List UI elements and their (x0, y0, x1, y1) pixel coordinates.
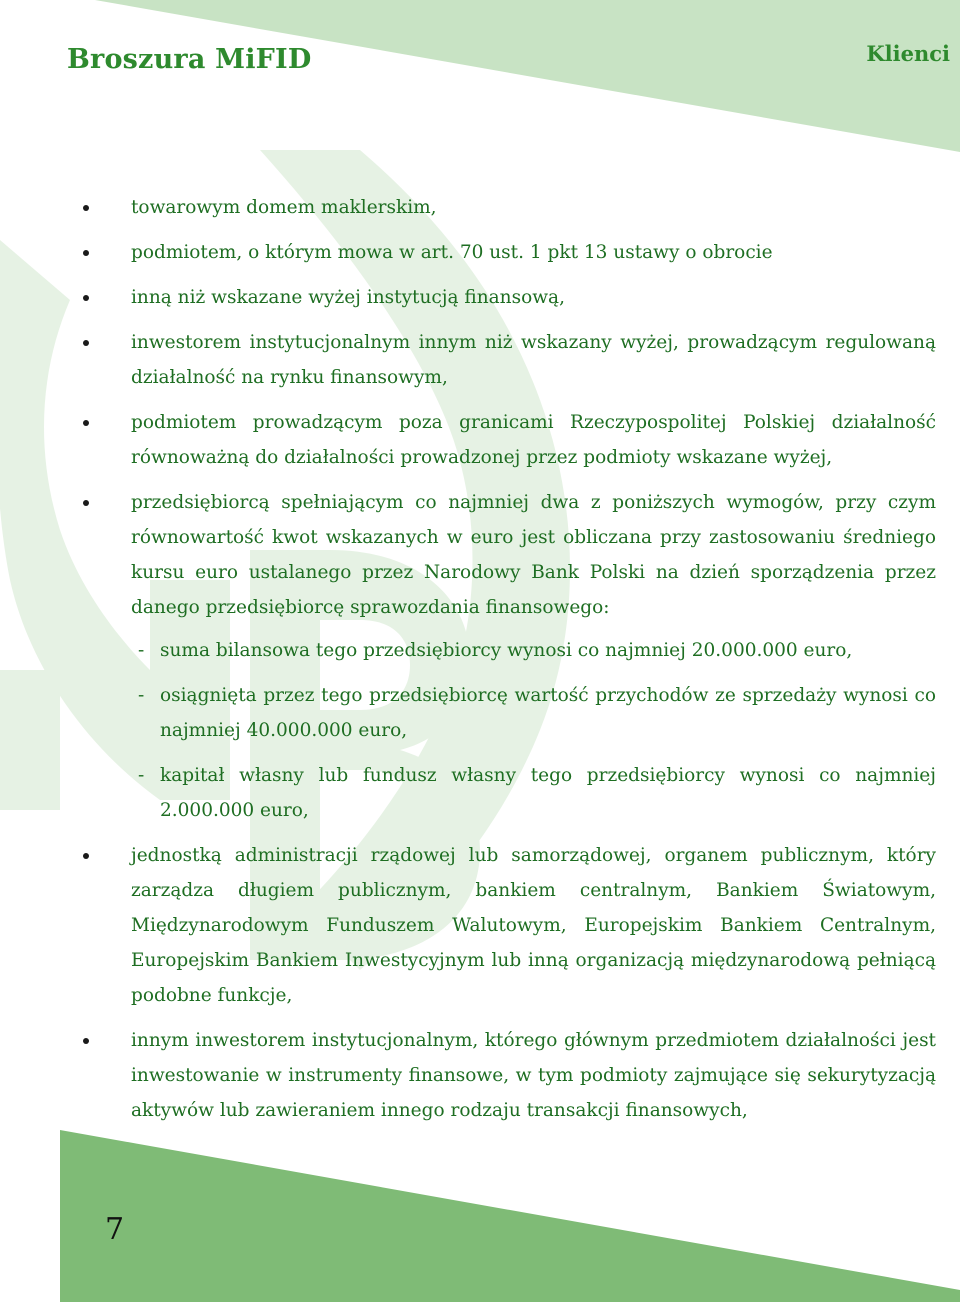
sub-list-item-text: osiągnięta przez tego przedsiębiorcę wartość przychodów ze sprzedaży wynosi co najmniej 40.000.000 euro, (160, 685, 936, 741)
bullet-icon (83, 205, 89, 211)
list-item (80, 485, 936, 828)
bullet-icon (83, 250, 89, 256)
list-item (80, 280, 936, 315)
list-item-text: inną niż wskazane wyżej instytucją finansową, (131, 287, 565, 308)
bullet-icon (83, 500, 89, 506)
bullet-icon (83, 853, 89, 859)
list-item-text: towarowym domem maklerskim, (131, 197, 437, 218)
header-band (0, 0, 960, 160)
list-item (80, 1023, 936, 1128)
sub-list-item (131, 678, 936, 748)
list-item-text: innym inwestorem instytucjonalnym, którego głównym przedmiotem działalności jest inwestowanie w instrumenty finansowe, w tym podmioty zajmujące się sekurytyzacją aktywów lub zawieraniem innego rodzaju transakcji finansowych, (131, 1030, 936, 1121)
bullet-icon (83, 340, 89, 346)
footer-band (0, 1130, 960, 1302)
dash-icon: - (138, 640, 145, 661)
bullet-icon (83, 295, 89, 301)
list-item-text: przedsiębiorcą spełniającym co najmniej dwa z poniższych wymogów, przy czym równowartość kwot wskazanych w euro jest obliczana przy zastosowaniu średniego kursu euro ustalanego przez Narodowy Bank Polski na dzień sporządzenia przez danego przedsiębiorcę sprawozdania finansowego: (131, 492, 936, 618)
sub-list (131, 633, 936, 828)
sub-list-item (131, 758, 936, 828)
sub-list-item (131, 633, 936, 668)
list-item (80, 325, 936, 395)
dash-icon: - (138, 765, 145, 786)
list-item-text: podmiotem, o którym mowa w art. 70 ust. 1 pkt 13 ustawy o obrocie (131, 242, 773, 263)
list-item (80, 838, 936, 1013)
list-item-text: podmiotem prowadzącym poza granicami Rzeczypospolitej Polskiej działalność równoważną do działalności prowadzonej przez podmioty wskazane wyżej, (131, 412, 936, 468)
sub-list-item-text: kapitał własny lub fundusz własny tego przedsiębiorcy wynosi co najmniej 2.000.000 euro, (160, 765, 936, 821)
bullet-icon (83, 420, 89, 426)
list-item (80, 235, 936, 270)
page-number: 7 (105, 1212, 125, 1247)
list-item (80, 190, 936, 225)
bullet-icon (83, 1038, 89, 1044)
dash-icon: - (138, 685, 145, 706)
list-item-text: jednostką administracji rządowej lub samorządowej, organem publicznym, który zarządza długiem publicznym, bankiem centralnym, Bankiem Światowym, Międzynarodowym Funduszem Walutowym, Europejskim Bankiem Centralnym, Europejskim Bankiem Inwestycyjnym lub inną organizacją międzynarodową pełniącą podobne funkcje, (131, 845, 936, 1006)
document-title: Broszura MiFID (67, 44, 312, 75)
list-item-text: inwestorem instytucjonalnym innym niż wskazany wyżej, prowadzącym regulowaną działalność na rynku finansowym, (131, 332, 936, 388)
section-label: Klienci (866, 41, 950, 66)
list-item (80, 405, 936, 475)
sub-list-item-text: suma bilansowa tego przedsiębiorcy wynosi co najmniej 20.000.000 euro, (160, 640, 853, 661)
document-body (80, 190, 936, 1138)
